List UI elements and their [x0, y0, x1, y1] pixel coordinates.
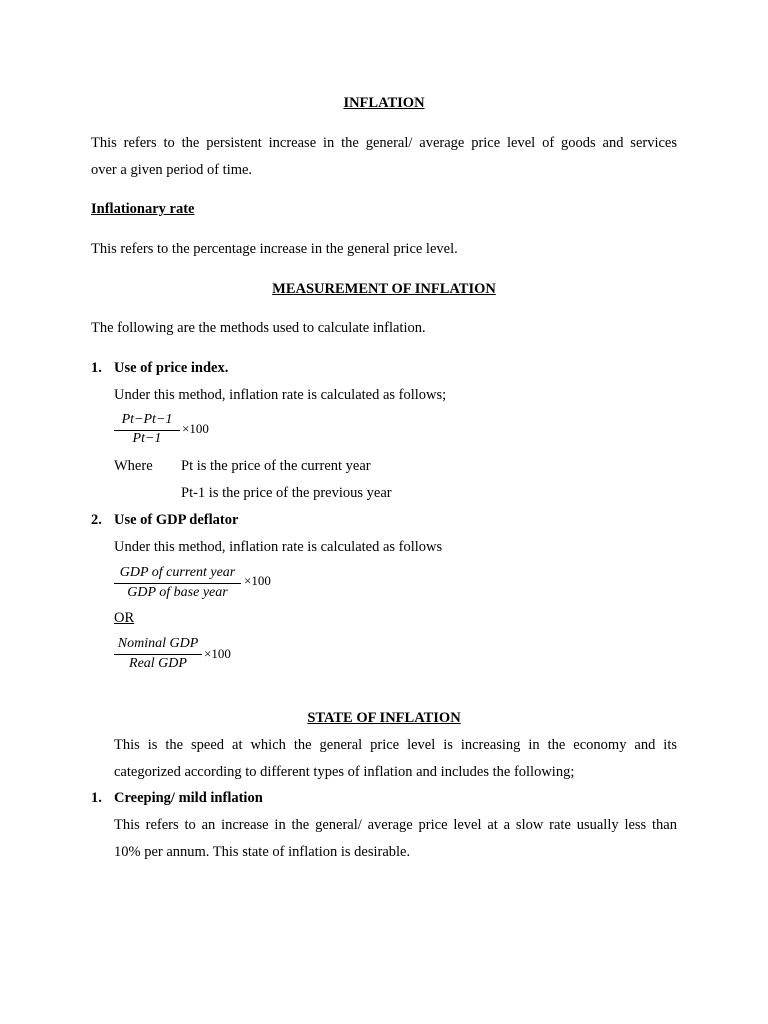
state-line-2: categorized according to different types of inflation and includes the following;	[114, 764, 575, 780]
intro-line-1: This refers to the persistent increase in the general/ average price level of goods and services	[91, 135, 677, 151]
state-line-1: This is the speed at which the general price level is increasing in the economy and its	[114, 737, 677, 753]
formula-denominator: GDP of base year	[127, 585, 228, 600]
price-index-formula	[114, 412, 184, 448]
method-1-number: 1.	[91, 360, 102, 376]
where-definition-2: Pt-1 is the price of the previous year	[181, 485, 392, 501]
formula-numerator: GDP of current year	[119, 565, 236, 580]
state-item-1-title: Creeping/ mild inflation	[114, 790, 263, 806]
method-1-title: Use of price index.	[114, 360, 229, 376]
or-separator: OR	[114, 610, 135, 626]
formula-multiplier: ×100	[182, 421, 209, 436]
state-item-1-line-1: This refers to an increase in the general/ average price level at a slow rate usually less than	[114, 817, 677, 833]
intro-line-2: over a given period of time.	[91, 162, 253, 178]
where-definition-1: Pt is the price of the current year	[181, 458, 371, 474]
inflationary-rate-text: This refers to the percentage increase in the general price level.	[91, 241, 458, 257]
where-label: Where	[114, 458, 153, 474]
measurement-intro: The following are the methods used to calculate inflation.	[91, 320, 426, 336]
state-heading: STATE OF INFLATION	[307, 710, 461, 726]
formula-multiplier: ×100	[204, 646, 231, 661]
fraction-bar	[114, 654, 202, 655]
method-1-desc: Under this method, inflation rate is calculated as follows;	[114, 387, 447, 403]
nominal-real-gdp-formula	[114, 636, 206, 672]
inflationary-rate-heading: Inflationary rate	[91, 201, 195, 217]
method-2-desc: Under this method, inflation rate is calculated as follows	[114, 539, 443, 555]
fraction-bar	[114, 583, 241, 584]
method-2-title: Use of GDP deflator	[114, 512, 239, 528]
formula-numerator: Nominal GDP	[117, 636, 199, 651]
formula-denominator: Pt−1	[132, 431, 162, 446]
state-item-1-number: 1.	[91, 790, 102, 806]
state-item-1-line-2: 10% per annum. This state of inflation is desirable.	[114, 844, 411, 860]
gdp-deflator-formula	[114, 565, 244, 601]
formula-numerator: Pt−Pt−1	[121, 412, 173, 427]
page-title: INFLATION	[343, 95, 425, 111]
formula-denominator: Real GDP	[129, 656, 187, 671]
formula-multiplier: ×100	[244, 573, 271, 588]
measurement-heading: MEASUREMENT OF INFLATION	[272, 281, 496, 297]
method-2-number: 2.	[91, 512, 102, 528]
